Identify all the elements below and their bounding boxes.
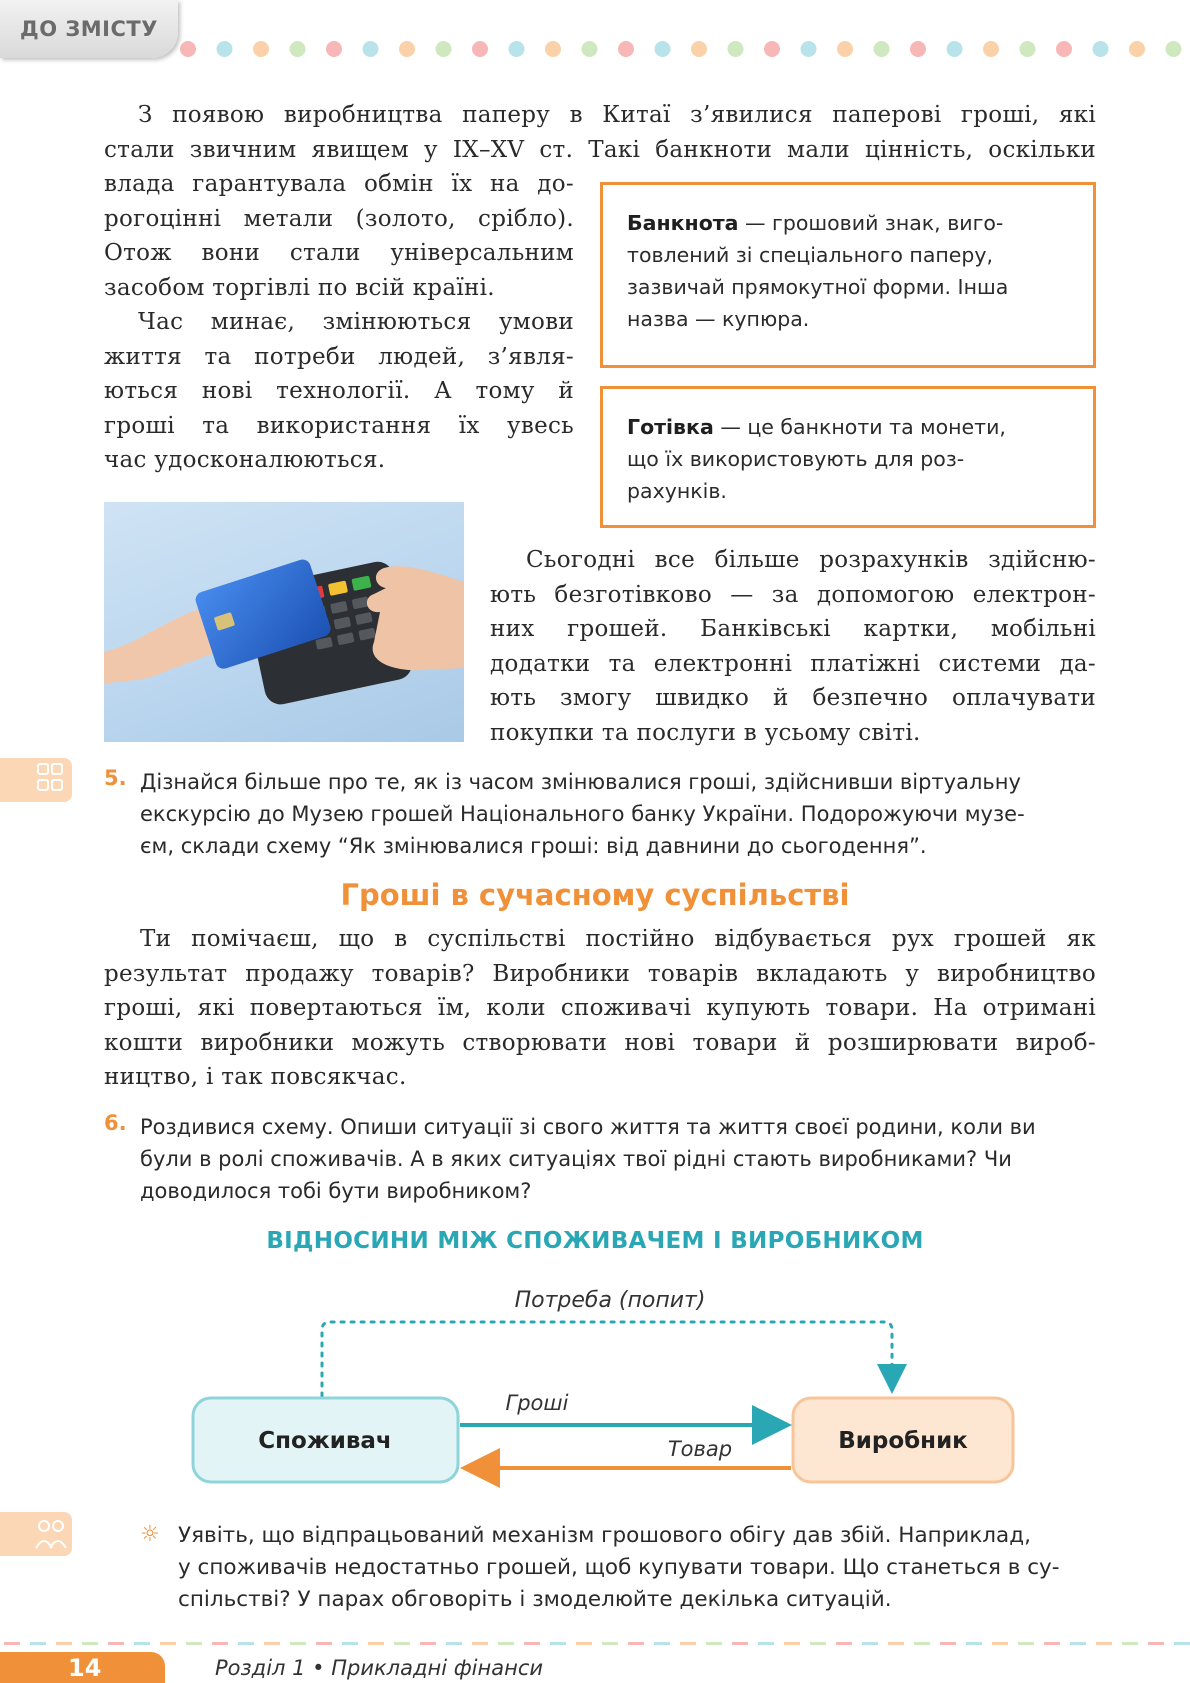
section-paragraph [104, 922, 1096, 1095]
decorative-dash [680, 1642, 696, 1645]
decorative-dash [758, 1642, 774, 1645]
task-6-text [140, 1111, 1100, 1207]
decorative-dash [472, 1642, 488, 1645]
decorative-dot [582, 41, 598, 57]
decorative-dash [212, 1642, 228, 1645]
decorative-dot [180, 41, 196, 57]
text-line: Ти помічаєш, що в суспільстві постійно відбувається рух грошей як [140, 926, 1096, 952]
decorative-dot [691, 41, 707, 57]
decorative-dash [550, 1642, 566, 1645]
demand-arrow [322, 1322, 892, 1396]
decorative-dash [1148, 1642, 1164, 1645]
decorative-dot [910, 41, 926, 57]
decorative-dash [654, 1642, 670, 1645]
text-line: доводилося тобі бути виробником? [140, 1179, 532, 1203]
decorative-dash [940, 1642, 956, 1645]
decorative-dot [983, 41, 999, 57]
decorative-dash [4, 1642, 20, 1645]
decorative-dot [1056, 41, 1072, 57]
decorative-dot [290, 41, 306, 57]
decorative-dash [1070, 1642, 1086, 1645]
definition-box-banknote [600, 182, 1096, 368]
decorative-dash [784, 1642, 800, 1645]
decorative-dots [180, 40, 1190, 60]
decorative-dash [498, 1642, 514, 1645]
decorative-dot [1093, 41, 1109, 57]
decorative-dot [837, 41, 853, 57]
decorative-dot [655, 41, 671, 57]
diagram-title: ВІДНОСИНИ МІЖ СПОЖИВАЧЕМ І ВИРОБНИКОМ [266, 1228, 924, 1254]
text-line: були в ролі споживачів. А в яких ситуаціях твої рідні стають виробниками? Чи [140, 1147, 1012, 1171]
text-line: Час минає, змінюються умови [138, 309, 574, 335]
decorative-dash [862, 1642, 878, 1645]
task-number: 5. [104, 766, 127, 790]
text-line: у споживачів недостатньо грошей, щоб купувати товари. Що станеться в су- [178, 1555, 1060, 1580]
decorative-dash [394, 1642, 410, 1645]
definition-text: назва — купюра. [627, 307, 810, 331]
definition-text: зазвичай прямокутної форми. Інша [627, 275, 1009, 299]
text-line: ють змогу швидко й безпечно оплачувати [490, 685, 1096, 711]
consumer-label: Споживач [258, 1428, 392, 1454]
text-line: ють безготівково — за допомогою електрон- [490, 581, 1096, 608]
decorative-dot [1129, 41, 1145, 57]
decorative-dot [1020, 41, 1036, 57]
pair-work-icon [0, 1512, 72, 1556]
decorative-dash [706, 1642, 722, 1645]
text-line: ються нові технології. А тому й [104, 378, 574, 404]
decorative-dash [1174, 1642, 1190, 1645]
text-line: екскурсію до Музею грошей Національного банку України. Подорожуючи музе- [140, 802, 1025, 826]
text-line: результат продажу товарів? Виробники товарів вкладають у виробництво [104, 960, 1096, 987]
decorative-dot [472, 41, 488, 57]
task-number: 6. [104, 1111, 127, 1135]
decorative-dash [56, 1642, 72, 1645]
text-line: Уявіть, що відпрацьований механізм грошового обігу дав збій. Наприклад, [178, 1523, 1031, 1548]
decorative-dash [30, 1642, 46, 1645]
text-line: додатки та електронні платіжні системи да- [490, 650, 1096, 677]
table-of-contents-button[interactable] [0, 0, 178, 58]
decorative-dash [888, 1642, 904, 1645]
definition-text: — грошовий знак, виго- [745, 211, 1004, 235]
decorative-dash [368, 1642, 384, 1645]
decorative-dot [509, 41, 525, 57]
decorative-dash [576, 1642, 592, 1645]
text-line: гроші та використання їх увесь [104, 412, 574, 439]
decorative-dash [1018, 1642, 1034, 1645]
decorative-dash [186, 1642, 202, 1645]
decorative-dot [217, 41, 233, 57]
decorative-dash [602, 1642, 618, 1645]
text-line: Роздивися схему. Опиши ситуації зі свого життя та життя своєї родини, коли ви [140, 1115, 1036, 1139]
decorative-dash [160, 1642, 176, 1645]
text-line: влада гарантувала обмін їх на до- [104, 171, 574, 197]
demand-label: Потреба (попит) [514, 1288, 706, 1313]
sun-icon: ☼ [140, 1522, 160, 1547]
definition-box-cash [600, 386, 1096, 528]
text-line: життя та потреби людей, з’явля- [104, 343, 574, 370]
text-line: Дізнайся більше про те, як із часом змінювалися гроші, здійснивши віртуальну [140, 770, 1021, 794]
decorative-dash [420, 1642, 436, 1645]
intro-paragraph [104, 98, 1096, 167]
goods-label: Товар [667, 1437, 733, 1461]
decorative-dot [399, 41, 415, 57]
decorative-dash [524, 1642, 540, 1645]
text-line: ництво, і так повсякчас. [104, 1064, 407, 1090]
intro-line: З появою виробництва паперу в Китаї з’явилися паперові гроші, які [138, 102, 1096, 128]
text-line: Сьогодні все більше розрахунків здійсню- [526, 547, 1096, 573]
decorative-dash [264, 1642, 280, 1645]
decorative-dot [326, 41, 342, 57]
toc-label: ДО ЗМІСТУ [20, 17, 158, 41]
decorative-dash [446, 1642, 462, 1645]
decorative-dot [363, 41, 379, 57]
producer-label: Виробник [838, 1428, 968, 1454]
decorative-dash [238, 1642, 254, 1645]
decorative-dash [1096, 1642, 1112, 1645]
decorative-dash [836, 1642, 852, 1645]
decorative-dash [108, 1642, 124, 1645]
money-label: Гроші [505, 1391, 569, 1415]
page-number [0, 1652, 165, 1683]
text-line: кошти виробники можуть створювати нові товари й розширювати вироб- [104, 1029, 1096, 1056]
decorative-dot [618, 41, 634, 57]
intro-left-column [104, 167, 574, 478]
section-heading: Гроші в сучасному суспільстві [340, 878, 850, 912]
footer-dashes [0, 1640, 1190, 1648]
definition-term: Банкнота [627, 211, 739, 235]
digital-resource-icon[interactable] [0, 758, 72, 802]
decorative-dash [914, 1642, 930, 1645]
decorative-dot [728, 41, 744, 57]
decorative-dash [316, 1642, 332, 1645]
definition-text: що їх використовують для роз- [627, 447, 965, 471]
cashless-paragraph [490, 543, 1096, 750]
decorative-dash [810, 1642, 826, 1645]
decorative-dash [342, 1642, 358, 1645]
decorative-dot [874, 41, 890, 57]
text-line: рогоцінні метали (золото, срібло). [104, 205, 574, 232]
definition-text: рахунків. [627, 479, 727, 503]
text-line: засобом торгівлі по всій країні. [104, 274, 495, 301]
text-line: них грошей. Банківські картки, мобільні [490, 616, 1096, 642]
decorative-dash [1122, 1642, 1138, 1645]
pair-task-text [178, 1520, 1108, 1616]
definition-text: товлений зі спеціального паперу, [627, 243, 994, 267]
decorative-dot [545, 41, 561, 57]
footer-section-title: Розділ 1 • Прикладні фінанси [215, 1656, 544, 1680]
decorative-dash [628, 1642, 644, 1645]
definition-text: — це банкноти та монети, [720, 415, 1006, 439]
decorative-dash [290, 1642, 306, 1645]
decorative-dot [801, 41, 817, 57]
text-line: Отож вони стали універсальним [104, 240, 574, 266]
text-line: спільстві? У парах обговоріть і змоделюйте декілька ситуацій. [178, 1587, 892, 1612]
decorative-dash [732, 1642, 748, 1645]
consumer-producer-diagram [0, 1270, 1190, 1490]
decorative-dot [947, 41, 963, 57]
text-line: покупки та послуги в усьому світі. [490, 719, 921, 746]
intro-line: стали звичним явищем у IX–XV ст. Такі банкноти мали цінність, оскільки [104, 136, 1096, 163]
definition-term: Готівка [627, 415, 714, 439]
task-5-text [140, 766, 1100, 862]
decorative-dash [1044, 1642, 1060, 1645]
card-payment-photo [104, 502, 464, 742]
page-number-text: 14 [68, 1653, 102, 1682]
text-line: час удосконалюються. [104, 447, 386, 473]
text-line: єм, склади схему “Як змінювалися гроші: від давнини до сьогодення”. [140, 834, 927, 858]
decorative-dot [253, 41, 269, 57]
decorative-dash [82, 1642, 98, 1645]
decorative-dash [134, 1642, 150, 1645]
decorative-dot [764, 41, 780, 57]
text-line: гроші, які повертаються їм, коли споживачі купують товари. На отримані [104, 995, 1096, 1021]
decorative-dash [992, 1642, 1008, 1645]
decorative-dash [966, 1642, 982, 1645]
decorative-dot [1166, 41, 1182, 57]
decorative-dot [436, 41, 452, 57]
